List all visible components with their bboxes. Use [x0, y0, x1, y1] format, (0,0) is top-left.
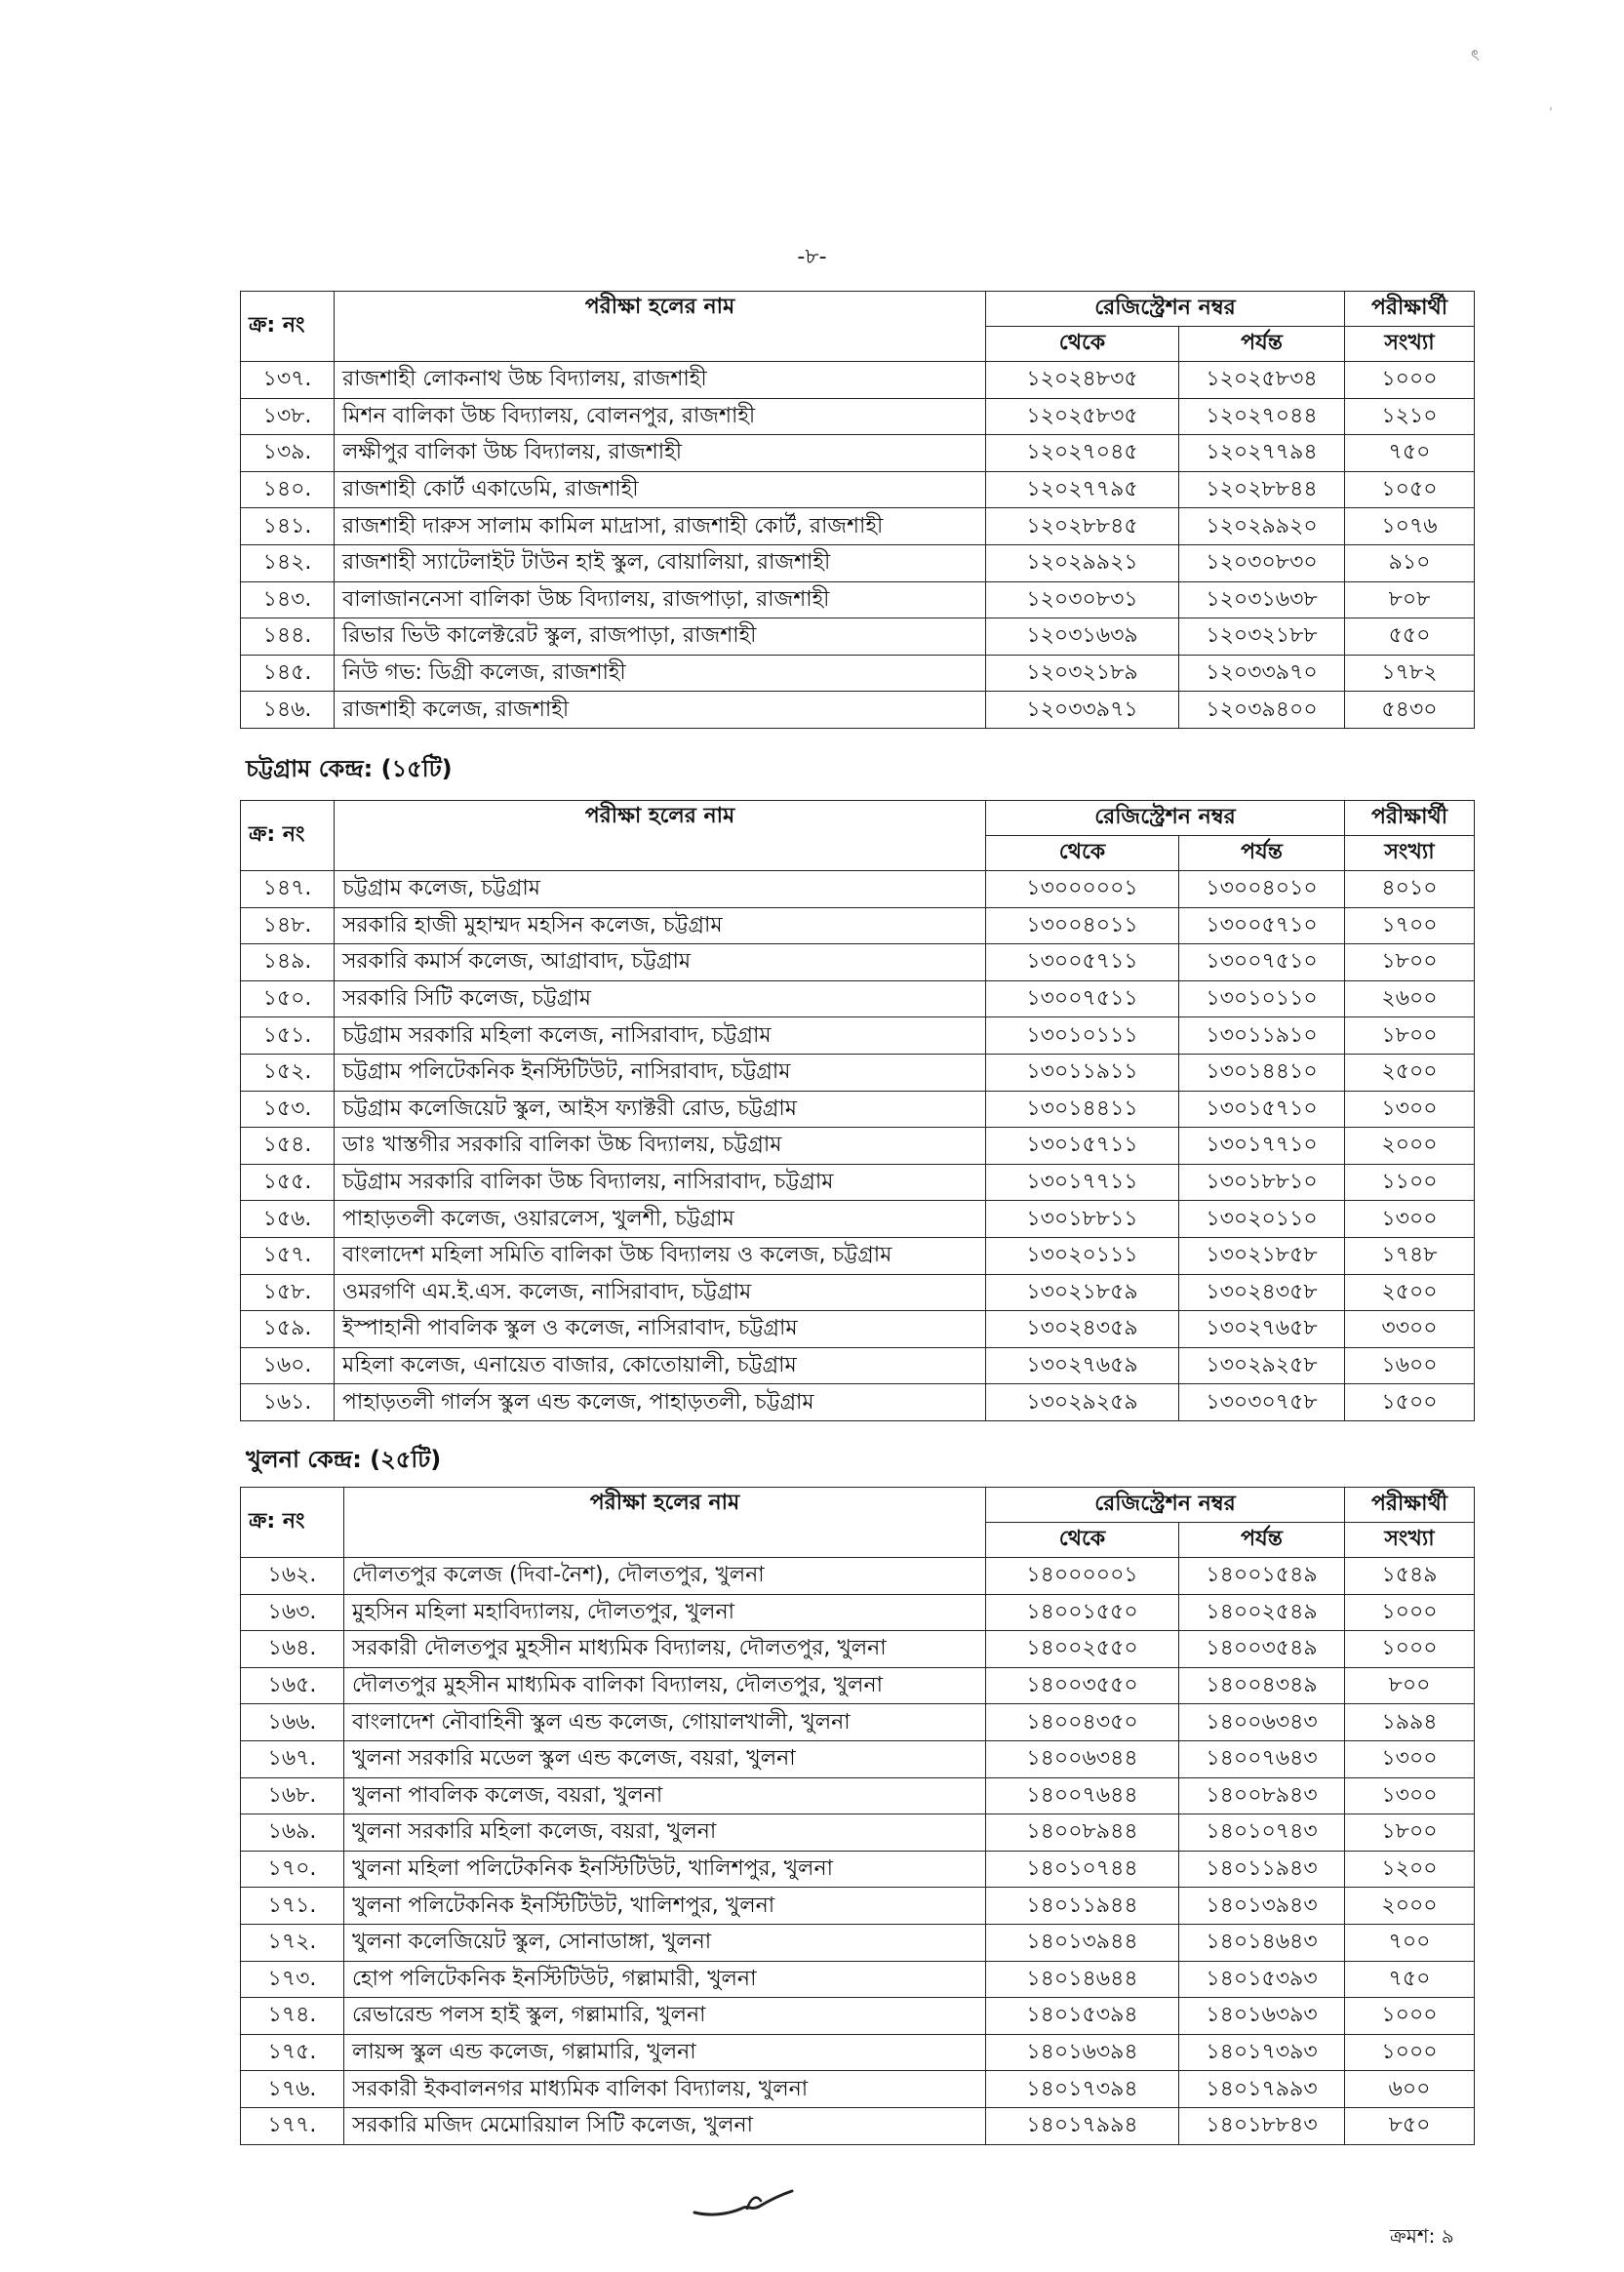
reg-from-cell: ১৪০০৬৩৪৪	[986, 1740, 1179, 1777]
examinee-count-cell: ১০০০	[1345, 1998, 1475, 2035]
table-row	[241, 2107, 1475, 2144]
serial-cell: ১৬৩.	[241, 1594, 344, 1631]
header-registration: রেজিস্ট্রেশন নম্বর	[986, 292, 1345, 327]
header-serial: ক্র: নং	[241, 801, 335, 871]
reg-from-cell: ১২০৩১৬৩৯	[986, 618, 1179, 656]
table-row	[241, 1347, 1475, 1384]
table-row	[241, 1704, 1475, 1741]
examinee-count-cell: ১৭৪৮	[1345, 1237, 1475, 1274]
reg-from-cell: ১৪০০৮৯৪৪	[986, 1814, 1179, 1852]
header-registration: রেজিস্ট্রেশন নম্বর	[986, 801, 1345, 836]
table-row	[241, 398, 1475, 435]
table-row	[241, 1128, 1475, 1165]
hall-name-cell: রেভারেন্ড পলস হাই স্কুল, গল্লামারি, খুলনা	[344, 1998, 986, 2035]
hall-name-cell: চট্টগ্রাম কলেজিয়েট স্কুল, আইস ফ্যাক্টরী রোড, চট্টগ্রাম	[335, 1091, 986, 1128]
hall-name-cell: খুলনা মহিলা পলিটেকনিক ইনস্টিটিউট, খালিশপুর, খুলনা	[344, 1851, 986, 1888]
hall-name-cell: চট্টগ্রাম কলেজ, চট্টগ্রাম	[335, 871, 986, 908]
table-body	[241, 871, 1475, 1421]
reg-from-cell: ১৩০২৯২৫৯	[986, 1384, 1179, 1421]
reg-to-cell: ১২০৩০৮৩০	[1179, 544, 1345, 581]
serial-cell: ১৪৯.	[241, 944, 335, 981]
reg-from-cell: ১৪০০০০০১	[986, 1558, 1179, 1595]
table-row	[241, 1164, 1475, 1201]
reg-to-cell: ১৩০১০১১০	[1179, 980, 1345, 1017]
serial-cell: ১৭১.	[241, 1888, 344, 1925]
serial-cell: ১৬৪.	[241, 1631, 344, 1668]
header-examinees-count: সংখ্যা	[1345, 1523, 1475, 1558]
table-body	[241, 362, 1475, 729]
margin-mark-small: ʼ	[1549, 105, 1553, 119]
examinee-count-cell: ১৭৮২	[1345, 655, 1475, 692]
header-from: থেকে	[986, 327, 1179, 362]
hall-name-cell: সরকারি মজিদ মেমোরিয়াল সিটি কলেজ, খুলনা	[344, 2107, 986, 2144]
reg-to-cell: ১৪০০৮৯৪৩	[1179, 1777, 1345, 1814]
table-row	[241, 1017, 1475, 1055]
serial-cell: ১৪৫.	[241, 655, 335, 692]
serial-cell: ১৭৪.	[241, 1998, 344, 2035]
reg-to-cell: ১৪০১৬৩৯৩	[1179, 1998, 1345, 2035]
table-row	[241, 618, 1475, 656]
reg-to-cell: ১২০৩৩৯৭০	[1179, 655, 1345, 692]
table-row	[241, 1054, 1475, 1091]
examinee-count-cell: ১০০০	[1345, 362, 1475, 399]
section-title-khulna: খুলনা কেন্দ্র: (২৫টি)	[246, 1446, 442, 1473]
serial-cell: ১৬০.	[241, 1347, 335, 1384]
header-hall-name: পরীক্ষা হলের নাম	[335, 292, 986, 362]
serial-cell: ১৪৮.	[241, 907, 335, 944]
header-examinees: পরীক্ষার্থী	[1345, 292, 1475, 327]
reg-from-cell: ১২০৩০৮৩১	[986, 581, 1179, 618]
reg-to-cell: ১৪০০৩৫৪৯	[1179, 1631, 1345, 1668]
hall-name-cell: সরকারি সিটি কলেজ, চট্টগ্রাম	[335, 980, 986, 1017]
serial-cell: ১৬৯.	[241, 1814, 344, 1852]
serial-cell: ১৭৫.	[241, 2034, 344, 2071]
examinee-count-cell: ১১০০	[1345, 1164, 1475, 1201]
hall-name-cell: সরকারি হাজী মুহাম্মদ মহসিন কলেজ, চট্টগ্রাম	[335, 907, 986, 944]
reg-from-cell: ১২০২৭৭৯৫	[986, 471, 1179, 508]
serial-cell: ১৫৮.	[241, 1274, 335, 1311]
hall-name-cell: সরকারী দৌলতপুর মুহসীন মাধ্যমিক বিদ্যালয়, দৌলতপুর, খুলনা	[344, 1631, 986, 1668]
serial-cell: ১৩৭.	[241, 362, 335, 399]
examinee-count-cell: ১৩০০	[1345, 1201, 1475, 1238]
hall-name-cell: খুলনা সরকারি মহিলা কলেজ, বয়রা, খুলনা	[344, 1814, 986, 1852]
reg-from-cell: ১৩০১১৯১১	[986, 1054, 1179, 1091]
hall-name-cell: লক্ষীপুর বালিকা উচ্চ বিদ্যালয়, রাজশাহী	[335, 435, 986, 472]
examinee-count-cell: ৮০০	[1345, 1667, 1475, 1704]
examinee-count-cell: ৫৪৩০	[1345, 692, 1475, 729]
header-to: পর্যন্ত	[1179, 836, 1345, 871]
header-examinees: পরীক্ষার্থী	[1345, 1488, 1475, 1523]
signature-mark	[691, 2183, 798, 2222]
hall-name-cell: খুলনা সরকারি মডেল স্কুল এন্ড কলেজ, বয়রা, খুলনা	[344, 1740, 986, 1777]
hall-name-cell: রাজশাহী কলেজ, রাজশাহী	[335, 692, 986, 729]
table-row	[241, 655, 1475, 692]
serial-cell: ১৪২.	[241, 544, 335, 581]
reg-to-cell: ১২০৩১৬৩৮	[1179, 581, 1345, 618]
reg-to-cell: ১৪০১৮৮৪৩	[1179, 2107, 1345, 2144]
header-examinees-count: সংখ্যা	[1345, 327, 1475, 362]
continued-note: ক্রমশ: ৯	[1390, 2224, 1454, 2248]
table-row	[241, 581, 1475, 618]
table-row	[241, 1384, 1475, 1421]
reg-to-cell: ১২০২৭৭৯৪	[1179, 435, 1345, 472]
reg-to-cell: ১৩০২৯২৫৮	[1179, 1347, 1345, 1384]
reg-to-cell: ১৩০১৮৮১০	[1179, 1164, 1345, 1201]
hall-name-cell: রিভার ভিউ কালেক্টরেট স্কুল, রাজপাড়া, রাজশাহী	[335, 618, 986, 656]
examinee-count-cell: ৪০১০	[1345, 871, 1475, 908]
hall-name-cell: খুলনা কলেজিয়েট স্কুল, সোনাডাঙ্গা, খুলনা	[344, 1924, 986, 1961]
reg-to-cell: ১৪০০৭৬৪৩	[1179, 1740, 1345, 1777]
table-row	[241, 1814, 1475, 1852]
hall-name-cell: দৌলতপুর কলেজ (দিবা-নৈশ), দৌলতপুর, খুলনা	[344, 1558, 986, 1595]
table-khulna	[240, 1487, 1474, 2145]
reg-from-cell: ১৪০১১৯৪৪	[986, 1888, 1179, 1925]
reg-to-cell: ১২০৩৯৪০০	[1179, 692, 1345, 729]
hall-name-cell: হোপ পলিটেকনিক ইনস্টিটিউট, গল্লামারী, খুলনা	[344, 1961, 986, 1998]
hall-name-cell: লায়ন্স স্কুল এন্ড কলেজ, গল্লামারি, খুলনা	[344, 2034, 986, 2071]
examinee-count-cell: ১৮০০	[1345, 944, 1475, 981]
serial-cell: ১৭৭.	[241, 2107, 344, 2144]
serial-cell: ১৬২.	[241, 1558, 344, 1595]
reg-to-cell: ১২০২৯৯২০	[1179, 508, 1345, 545]
hall-name-cell: মিশন বালিকা উচ্চ বিদ্যালয়, বোলনপুর, রাজশাহী	[335, 398, 986, 435]
examinee-count-cell: ১২০০	[1345, 1851, 1475, 1888]
reg-from-cell: ১৪০০২৫৫০	[986, 1631, 1179, 1668]
table-row	[241, 544, 1475, 581]
reg-from-cell: ১২০৩৩৯৭১	[986, 692, 1179, 729]
reg-to-cell: ১৩০০৪০১০	[1179, 871, 1345, 908]
hall-name-cell: সরকারী ইকবালনগর মাধ্যমিক বালিকা বিদ্যালয়, খুলনা	[344, 2071, 986, 2108]
table-row	[241, 1998, 1475, 2035]
reg-to-cell: ১৪০১৭৩৯৩	[1179, 2034, 1345, 2071]
serial-cell: ১৩৮.	[241, 398, 335, 435]
table-rajshahi	[240, 291, 1474, 729]
table-row	[241, 1091, 1475, 1128]
reg-to-cell: ১৩০২০১১০	[1179, 1201, 1345, 1238]
hall-name-cell: মুহসিন মহিলা মহাবিদ্যালয়, দৌলতপুর, খুলনা	[344, 1594, 986, 1631]
serial-cell: ১৪০.	[241, 471, 335, 508]
margin-mark: ৎ	[1471, 46, 1480, 64]
table-row	[241, 1851, 1475, 1888]
table-row	[241, 1311, 1475, 1348]
examinee-count-cell: ১৮০০	[1345, 1814, 1475, 1852]
hall-name-cell: রাজশাহী লোকনাথ উচ্চ বিদ্যালয়, রাজশাহী	[335, 362, 986, 399]
examinee-count-cell: ১৫৪৯	[1345, 1558, 1475, 1595]
reg-to-cell: ১২০২৭০৪৪	[1179, 398, 1345, 435]
reg-from-cell: ১৪০১৫৩৯৪	[986, 1998, 1179, 2035]
serial-cell: ১৭০.	[241, 1851, 344, 1888]
reg-to-cell: ১২০৩২১৮৮	[1179, 618, 1345, 656]
reg-from-cell: ১৩০২৭৬৫৯	[986, 1347, 1179, 1384]
table-row	[241, 471, 1475, 508]
examinee-count-cell: ৫৫০	[1345, 618, 1475, 656]
serial-cell: ১৫১.	[241, 1017, 335, 1055]
reg-to-cell: ১৩০০৭৫১০	[1179, 944, 1345, 981]
serial-cell: ১৫২.	[241, 1054, 335, 1091]
examinee-count-cell: ১৫০০	[1345, 1384, 1475, 1421]
hall-name-cell: চট্টগ্রাম সরকারি মহিলা কলেজ, নাসিরাবাদ, চট্টগ্রাম	[335, 1017, 986, 1055]
reg-from-cell: ১৪০১৩৯৪৪	[986, 1924, 1179, 1961]
examinee-count-cell: ১৮০০	[1345, 1017, 1475, 1055]
table-row	[241, 508, 1475, 545]
reg-from-cell: ১৩০০৭৫১১	[986, 980, 1179, 1017]
reg-to-cell: ১৪০১০৭৪৩	[1179, 1814, 1345, 1852]
hall-name-cell: চট্টগ্রাম সরকারি বালিকা উচ্চ বিদ্যালয়, নাসিরাবাদ, চট্টগ্রাম	[335, 1164, 986, 1201]
reg-to-cell: ১৪০০১৫৪৯	[1179, 1558, 1345, 1595]
hall-name-cell: দৌলতপুর মুহসীন মাধ্যমিক বালিকা বিদ্যালয়, দৌলতপুর, খুলনা	[344, 1667, 986, 1704]
hall-name-cell: মহিলা কলেজ, এনায়েত বাজার, কোতোয়ালী, চট্টগ্রাম	[335, 1347, 986, 1384]
serial-cell: ১৫৯.	[241, 1311, 335, 1348]
reg-from-cell: ১৩০১৪৪১১	[986, 1091, 1179, 1128]
header-hall-name: পরীক্ষা হলের নাম	[344, 1488, 986, 1558]
section-title-chattogram: চট্টগ্রাম কেন্দ্র: (১৫টি)	[246, 755, 453, 782]
serial-cell: ১৫৪.	[241, 1128, 335, 1165]
reg-from-cell: ১৪০১৭৯৯৪	[986, 2107, 1179, 2144]
reg-from-cell: ১৩০১৭৭১১	[986, 1164, 1179, 1201]
hall-name-cell: চট্টগ্রাম পলিটেকনিক ইনস্টিটিউট, নাসিরাবাদ, চট্টগ্রাম	[335, 1054, 986, 1091]
reg-to-cell: ১৪০১৩৯৪৩	[1179, 1888, 1345, 1925]
header-to: পর্যন্ত	[1179, 1523, 1345, 1558]
examinee-count-cell: ১৩০০	[1345, 1091, 1475, 1128]
reg-from-cell: ১৩০০৫৭১১	[986, 944, 1179, 981]
reg-from-cell: ১৪০১৪৬৪৪	[986, 1961, 1179, 1998]
hall-name-cell: ওমরগণি এম.ই.এস. কলেজ, নাসিরাবাদ, চট্টগ্রাম	[335, 1274, 986, 1311]
examinee-count-cell: ১০০০	[1345, 1631, 1475, 1668]
serial-cell: ১৬৬.	[241, 1704, 344, 1741]
examinee-count-cell: ২০০০	[1345, 1888, 1475, 1925]
reg-from-cell: ১৩০২৪৩৫৯	[986, 1311, 1179, 1348]
serial-cell: ১৪৭.	[241, 871, 335, 908]
examinee-count-cell: ২৫০০	[1345, 1274, 1475, 1311]
hall-name-cell: খুলনা পাবলিক কলেজ, বয়রা, খুলনা	[344, 1777, 986, 1814]
hall-name-cell: পাহাড়তলী কলেজ, ওয়ারলেস, খুলশী, চট্টগ্রাম	[335, 1201, 986, 1238]
table-row	[241, 2071, 1475, 2108]
examinee-count-cell: ১৬০০	[1345, 1347, 1475, 1384]
hall-name-cell: রাজশাহী কোর্ট একাডেমি, রাজশাহী	[335, 471, 986, 508]
examinee-count-cell: ৩৩০০	[1345, 1311, 1475, 1348]
reg-from-cell: ১৩০০৪০১১	[986, 907, 1179, 944]
table-row	[241, 1961, 1475, 1998]
examinee-count-cell: ৭৫০	[1345, 1961, 1475, 1998]
header-serial: ক্র: নং	[241, 292, 335, 362]
hall-name-cell: পাহাড়তলী গার্লস স্কুল এন্ড কলেজ, পাহাড়তলী, চট্টগ্রাম	[335, 1384, 986, 1421]
hall-name-cell: বাংলাদেশ নৌবাহিনী স্কুল এন্ড কলেজ, গোয়ালখালী, খুলনা	[344, 1704, 986, 1741]
reg-from-cell: ১৩০২১৮৫৯	[986, 1274, 1179, 1311]
reg-to-cell: ১২০২৫৮৩৪	[1179, 362, 1345, 399]
reg-from-cell: ১৩০০০০০১	[986, 871, 1179, 908]
serial-cell: ১৭৬.	[241, 2071, 344, 2108]
examinee-count-cell: ১২১০	[1345, 398, 1475, 435]
examinee-count-cell: ১০৭৬	[1345, 508, 1475, 545]
reg-from-cell: ১৩০১০১১১	[986, 1017, 1179, 1055]
examinee-count-cell: ২০০০	[1345, 1128, 1475, 1165]
reg-from-cell: ১২০২৯৯২১	[986, 544, 1179, 581]
examinee-count-cell: ২৫০০	[1345, 1054, 1475, 1091]
reg-to-cell: ১২০২৮৮৪৪	[1179, 471, 1345, 508]
examinee-count-cell: ১৩০০	[1345, 1740, 1475, 1777]
header-from: থেকে	[986, 1523, 1179, 1558]
examinee-count-cell: ১৭০০	[1345, 907, 1475, 944]
serial-cell: ১৫৫.	[241, 1164, 335, 1201]
table-row	[241, 435, 1475, 472]
reg-from-cell: ১৩০২০১১১	[986, 1237, 1179, 1274]
reg-to-cell: ১৩০১৪৪১০	[1179, 1054, 1345, 1091]
examinee-count-cell: ৭০০	[1345, 1924, 1475, 1961]
reg-from-cell: ১৩০১৮৮১১	[986, 1201, 1179, 1238]
table-row	[241, 692, 1475, 729]
hall-name-cell: খুলনা পলিটেকনিক ইনস্টিটিউট, খালিশপুর, খুলনা	[344, 1888, 986, 1925]
header-from: থেকে	[986, 836, 1179, 871]
reg-to-cell: ১৪০১৭৯৯৩	[1179, 2071, 1345, 2108]
table-row	[241, 1201, 1475, 1238]
reg-from-cell: ১৪০১৬৩৯৪	[986, 2034, 1179, 2071]
header-to: পর্যন্ত	[1179, 327, 1345, 362]
hall-name-cell: ডাঃ খাস্তগীর সরকারি বালিকা উচ্চ বিদ্যালয়, চট্টগ্রাম	[335, 1128, 986, 1165]
reg-to-cell: ১৩০১৭৭১০	[1179, 1128, 1345, 1165]
reg-to-cell: ১৩০২৭৬৫৮	[1179, 1311, 1345, 1348]
reg-from-cell: ১৪০০৪৩৫০	[986, 1704, 1179, 1741]
serial-cell: ১৪৪.	[241, 618, 335, 656]
reg-from-cell: ১৪০০৩৫৫০	[986, 1667, 1179, 1704]
reg-from-cell: ১৪০১০৭৪৪	[986, 1851, 1179, 1888]
serial-cell: ১৭২.	[241, 1924, 344, 1961]
examinee-count-cell: ১৩০০	[1345, 1777, 1475, 1814]
header-examinees: পরীক্ষার্থী	[1345, 801, 1475, 836]
reg-to-cell: ১৪০১১৯৪৩	[1179, 1851, 1345, 1888]
hall-name-cell: ইস্পাহানী পাবলিক স্কুল ও কলেজ, নাসিরাবাদ, চট্টগ্রাম	[335, 1311, 986, 1348]
reg-from-cell: ১৪০১৭৩৯৪	[986, 2071, 1179, 2108]
serial-cell: ১৪৬.	[241, 692, 335, 729]
table-row	[241, 1631, 1475, 1668]
serial-cell: ১৬৫.	[241, 1667, 344, 1704]
table-row	[241, 1594, 1475, 1631]
table-row	[241, 871, 1475, 908]
examinee-count-cell: ১০৫০	[1345, 471, 1475, 508]
exam-hall-table	[240, 1487, 1475, 2145]
serial-cell: ১৭৩.	[241, 1961, 344, 1998]
table-chattogram	[240, 800, 1474, 1421]
reg-to-cell: ১৩০১৫৭১০	[1179, 1091, 1345, 1128]
header-registration: রেজিস্ট্রেশন নম্বর	[986, 1488, 1345, 1523]
reg-from-cell: ১২০২৭০৪৫	[986, 435, 1179, 472]
table-body	[241, 1558, 1475, 2145]
table-row	[241, 907, 1475, 944]
examinee-count-cell: ১০০০	[1345, 1594, 1475, 1631]
reg-to-cell: ১৩০১১৯১০	[1179, 1017, 1345, 1055]
reg-from-cell: ১২০২৮৮৪৫	[986, 508, 1179, 545]
header-hall-name: পরীক্ষা হলের নাম	[335, 801, 986, 871]
table-row	[241, 1274, 1475, 1311]
examinee-count-cell: ৮০৮	[1345, 581, 1475, 618]
reg-to-cell: ১৩০২৪৩৫৮	[1179, 1274, 1345, 1311]
reg-to-cell: ১৪০১৫৩৯৩	[1179, 1961, 1345, 1998]
reg-to-cell: ১৩০০৫৭১০	[1179, 907, 1345, 944]
hall-name-cell: বালাজাননেসা বালিকা উচ্চ বিদ্যালয়, রাজপাড়া, রাজশাহী	[335, 581, 986, 618]
serial-cell: ১৫৭.	[241, 1237, 335, 1274]
examinee-count-cell: ৯১০	[1345, 544, 1475, 581]
table-row	[241, 362, 1475, 399]
table-row	[241, 980, 1475, 1017]
table-row	[241, 1558, 1475, 1595]
exam-hall-table	[240, 291, 1475, 729]
reg-from-cell: ১২০৩২১৮৯	[986, 655, 1179, 692]
examinee-count-cell: ৬০০	[1345, 2071, 1475, 2108]
serial-cell: ১৫০.	[241, 980, 335, 1017]
reg-to-cell: ১৪০০৬৩৪৩	[1179, 1704, 1345, 1741]
reg-to-cell: ১৩০৩০৭৫৮	[1179, 1384, 1345, 1421]
serial-cell: ১৬৮.	[241, 1777, 344, 1814]
table-row	[241, 1237, 1475, 1274]
reg-to-cell: ১৪০০৪৩৪৯	[1179, 1667, 1345, 1704]
table-row	[241, 1740, 1475, 1777]
examinee-count-cell: ১০০০	[1345, 2034, 1475, 2071]
serial-cell: ১৩৯.	[241, 435, 335, 472]
hall-name-cell: নিউ গভ: ডিগ্রী কলেজ, রাজশাহী	[335, 655, 986, 692]
reg-from-cell: ১২০২৪৮৩৫	[986, 362, 1179, 399]
examinee-count-cell: ৮৫০	[1345, 2107, 1475, 2144]
page-number: -৮-	[797, 245, 827, 269]
header-serial: ক্র: নং	[241, 1488, 344, 1558]
table-row	[241, 1667, 1475, 1704]
serial-cell: ১৫৩.	[241, 1091, 335, 1128]
reg-from-cell: ১২০২৫৮৩৫	[986, 398, 1179, 435]
table-row	[241, 1888, 1475, 1925]
reg-from-cell: ১৪০০১৫৫০	[986, 1594, 1179, 1631]
serial-cell: ১৪৩.	[241, 581, 335, 618]
reg-from-cell: ১৩০১৫৭১১	[986, 1128, 1179, 1165]
reg-from-cell: ১৪০০৭৬৪৪	[986, 1777, 1179, 1814]
examinee-count-cell: ২৬০০	[1345, 980, 1475, 1017]
reg-to-cell: ১৪০০২৫৪৯	[1179, 1594, 1345, 1631]
serial-cell: ১৫৬.	[241, 1201, 335, 1238]
exam-hall-table	[240, 800, 1475, 1421]
reg-to-cell: ১৩০২১৮৫৮	[1179, 1237, 1345, 1274]
serial-cell: ১৬৭.	[241, 1740, 344, 1777]
table-row	[241, 1924, 1475, 1961]
serial-cell: ১৬১.	[241, 1384, 335, 1421]
hall-name-cell: রাজশাহী স্যাটেলাইট টাউন হাই স্কুল, বোয়ালিয়া, রাজশাহী	[335, 544, 986, 581]
reg-to-cell: ১৪০১৪৬৪৩	[1179, 1924, 1345, 1961]
hall-name-cell: বাংলাদেশ মহিলা সমিতি বালিকা উচ্চ বিদ্যালয় ও কলেজ, চট্টগ্রাম	[335, 1237, 986, 1274]
examinee-count-cell: ৭৫০	[1345, 435, 1475, 472]
table-row	[241, 944, 1475, 981]
examinee-count-cell: ১৯৯৪	[1345, 1704, 1475, 1741]
header-examinees-count: সংখ্যা	[1345, 836, 1475, 871]
hall-name-cell: রাজশাহী দারুস সালাম কামিল মাদ্রাসা, রাজশাহী কোর্ট, রাজশাহী	[335, 508, 986, 545]
table-row	[241, 2034, 1475, 2071]
table-row	[241, 1777, 1475, 1814]
serial-cell: ১৪১.	[241, 508, 335, 545]
hall-name-cell: সরকারি কমার্স কলেজ, আগ্রাবাদ, চট্টগ্রাম	[335, 944, 986, 981]
